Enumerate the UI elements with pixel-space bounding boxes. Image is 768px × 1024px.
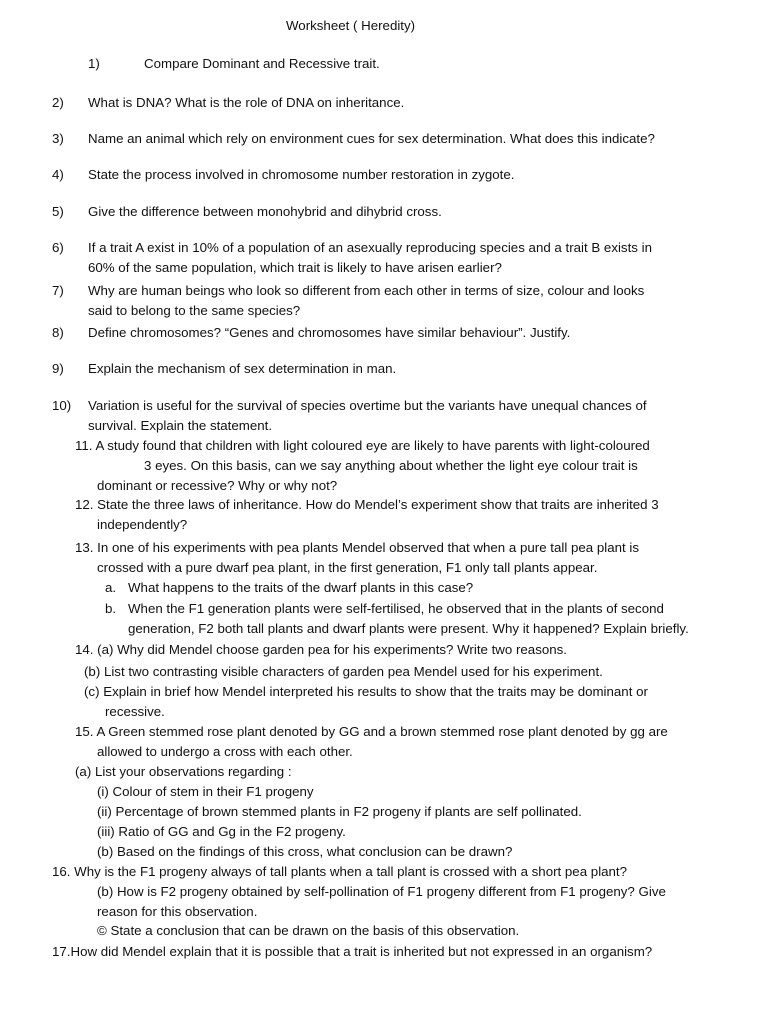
question-text-continued: 60% of the same population, which trait is likely to have arisen earlier? — [88, 260, 502, 275]
subquestion-text: (b) How is F2 progeny obtained by self-pollination of F1 progeny different from F1 progeny? Give — [97, 884, 666, 899]
subquestion-text: (b) Based on the findings of this cross, what conclusion can be drawn? — [97, 844, 513, 859]
question-text-continued: dominant or recessive? Why or why not? — [97, 478, 338, 493]
question-text: Define chromosomes? “Genes and chromosomes have similar behaviour”. Justify. — [88, 325, 571, 340]
question-text: 15. A Green stemmed rose plant denoted by GG and a brown stemmed rose plant denoted by gg are — [75, 724, 668, 739]
question-text: 12. State the three laws of inheritance. How do Mendel’s experiment show that traits are inherited 3 — [75, 497, 659, 512]
subquestion-text: (c) Explain in brief how Mendel interpreted his results to show that the traits may be dominant or — [84, 684, 648, 699]
subquestion-text: What happens to the traits of the dwarf plants in this case? — [128, 580, 474, 595]
subquestion-text: © State a conclusion that can be drawn on the basis of this observation. — [97, 923, 520, 938]
question-text: Name an animal which rely on environment cues for sex determination. What does this indicate? — [88, 131, 655, 146]
subquestion-text-continued: recessive. — [105, 704, 165, 719]
question-text: What is DNA? What is the role of DNA on inheritance. — [88, 95, 405, 110]
question-number: 9) — [52, 361, 64, 376]
subquestion-text-continued: reason for this observation. — [97, 904, 258, 919]
subquestion-text-continued: generation, F2 both tall plants and dwarf plants were present. Why it happened? Explain briefly. — [128, 621, 689, 636]
question-text: State the process involved in chromosome number restoration in zygote. — [88, 167, 515, 182]
question-text: Variation is useful for the survival of species overtime but the variants have unequal chances of — [88, 398, 647, 413]
question-number: 3) — [52, 131, 64, 146]
question-text: 11. A study found that children with light coloured eye are likely to have parents with light-coloured — [75, 438, 650, 453]
question-text-continued: crossed with a pure dwarf pea plant, in the first generation, F1 only tall plants appear. — [97, 560, 598, 575]
question-text-continued: allowed to undergo a cross with each other. — [97, 744, 353, 759]
question-text-continued: 3 eyes. On this basis, can we say anything about whether the light eye colour trait is — [144, 458, 638, 473]
question-number: 2) — [52, 95, 64, 110]
question-number: 1) — [88, 56, 100, 71]
question-text: 13. In one of his experiments with pea plants Mendel observed that when a pure tall pea plant is — [75, 540, 639, 555]
question-text: 16. Why is the F1 progeny always of tall plants when a tall plant is crossed with a short pea plant? — [52, 864, 628, 879]
question-text-continued: said to belong to the same species? — [88, 303, 301, 318]
question-number: 4) — [52, 167, 64, 182]
question-number: 6) — [52, 240, 64, 255]
subquestion-label: b. — [105, 601, 117, 616]
subquestion-text: (b) List two contrasting visible characters of garden pea Mendel used for his experiment. — [84, 664, 603, 679]
question-text: If a trait A exist in 10% of a population of an asexually reproducing species and a trait B exists in — [88, 240, 652, 255]
subquestion-text: (iii) Ratio of GG and Gg in the F2 progeny. — [97, 824, 346, 839]
page-title: Worksheet ( Heredity) — [286, 18, 416, 33]
question-text: 14. (a) Why did Mendel choose garden pea for his experiments? Write two reasons. — [75, 642, 567, 657]
question-number: 8) — [52, 325, 64, 340]
question-number: 7) — [52, 283, 64, 298]
subquestion-text: (i) Colour of stem in their F1 progeny — [97, 784, 314, 799]
question-text-continued: independently? — [97, 517, 188, 532]
question-text-continued: survival. Explain the statement. — [88, 418, 273, 433]
question-text: Compare Dominant and Recessive trait. — [144, 56, 380, 71]
question-text: Give the difference between monohybrid and dihybrid cross. — [88, 204, 442, 219]
question-text: Explain the mechanism of sex determination in man. — [88, 361, 397, 376]
subquestion-text: When the F1 generation plants were self-fertilised, he observed that in the plants of second — [128, 601, 664, 616]
subquestion-text: (a) List your observations regarding : — [75, 764, 292, 779]
question-text: 17.How did Mendel explain that it is possible that a trait is inherited but not expressed in an organism? — [52, 944, 653, 959]
question-number: 10) — [52, 398, 72, 413]
subquestion-label: a. — [105, 580, 117, 595]
subquestion-text: (ii) Percentage of brown stemmed plants in F2 progeny if plants are self pollinated. — [97, 804, 582, 819]
question-text: Why are human beings who look so different from each other in terms of size, colour and looks — [88, 283, 645, 298]
question-number: 5) — [52, 204, 64, 219]
